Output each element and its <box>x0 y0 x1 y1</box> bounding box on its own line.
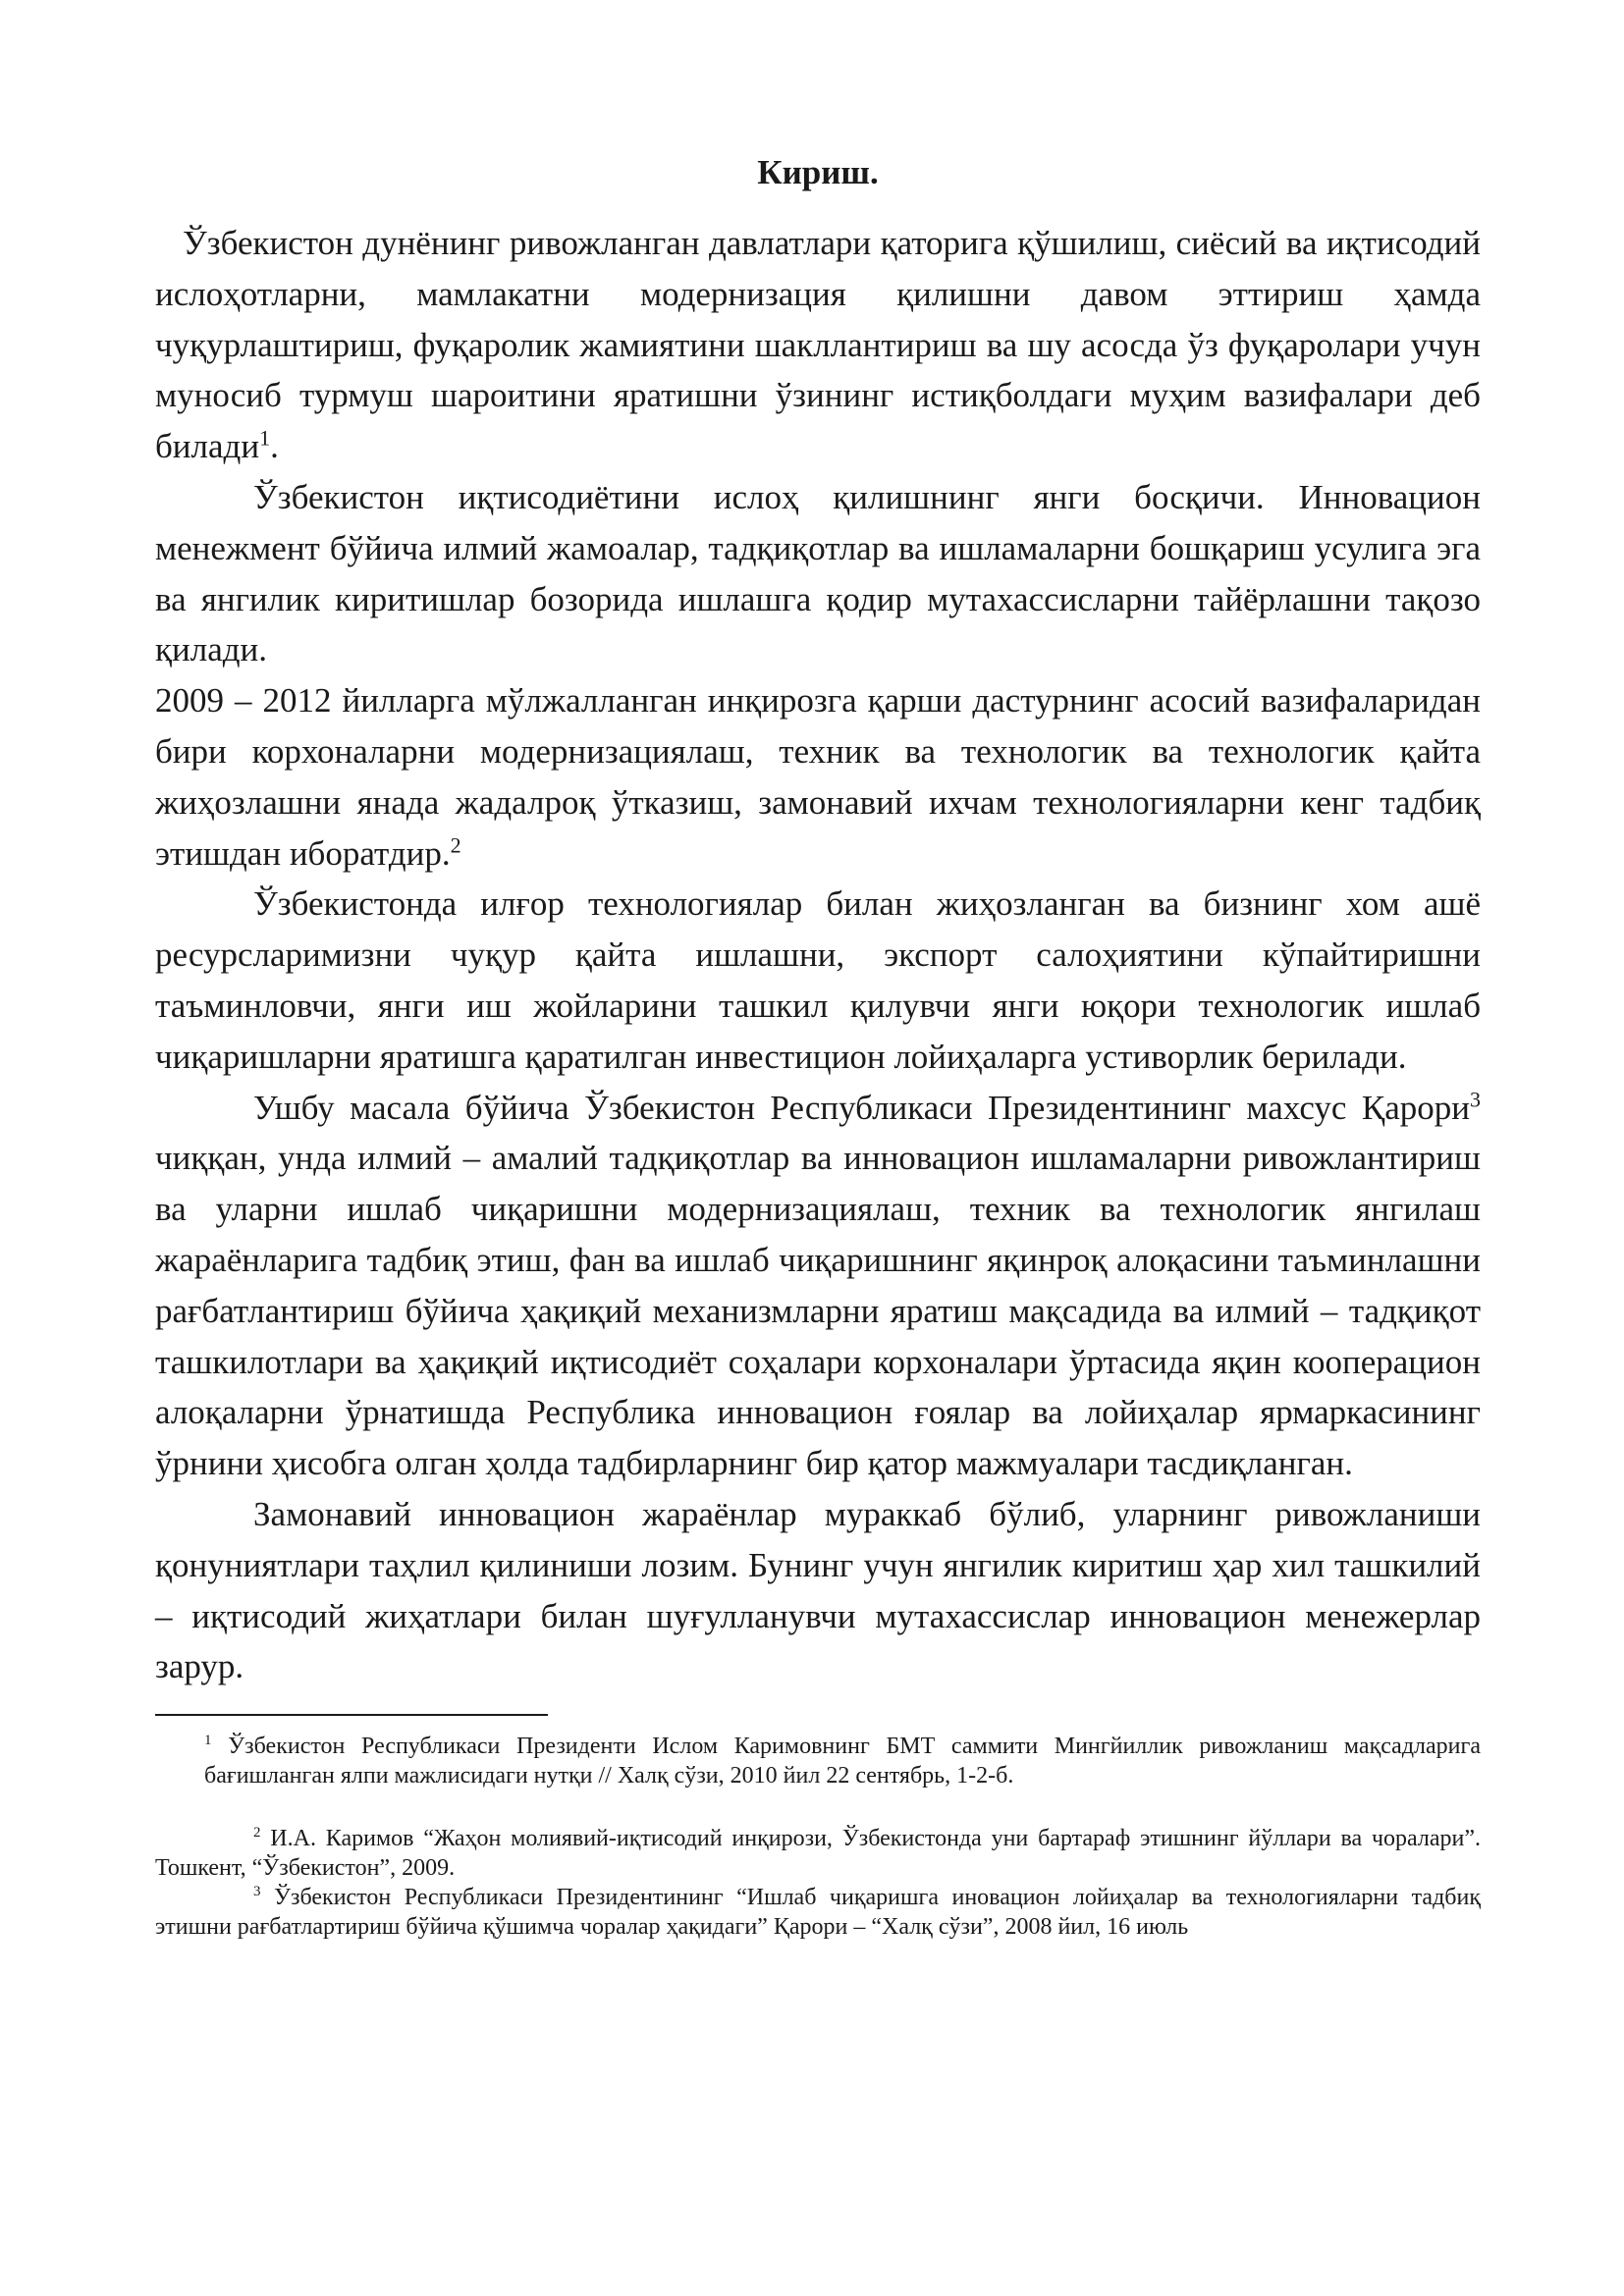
body-text <box>155 218 1481 1692</box>
paragraph-text: Замонавий инновацион жараёнлар мураккаб бўлиб, уларнинг ривожланиши қонуниятлари таҳлил қилиниши лозим. Бунинг учун янгилик киритиш ҳар хил ташкилий – иқтисодий жиҳатлари билан шуғулланувчи мутахассислар инновацион менежерлар зарур. <box>155 1494 1481 1686</box>
footnotes <box>155 1732 1481 1942</box>
document-page <box>155 147 1481 1942</box>
footnote-ref-3[interactable]: 3 <box>1470 1086 1481 1111</box>
paragraph-3 <box>155 675 1481 879</box>
footnote-1 <box>155 1732 1481 1790</box>
footnote-text: Ўзбекистон Республикаси Президенти Ислом Каримовнинг БМТ саммити Мингйиллик ривожланиш мақсадларига бағишланган ялпи мажлисидаги нутқи // Халқ сўзи, 2010 йил 22 сентябрь, 1-2-б. <box>204 1734 1481 1789</box>
footnote-text: И.А. Каримов “Жаҳон молиявий-иқтисодий инқирози, Ўзбекистонда уни бартараф этишнинг йўллари ва чоралари”. Тошкент, “Ўзбекистон”, 2009. <box>155 1826 1481 1882</box>
footnote-divider <box>155 1714 548 1716</box>
paragraph-6 <box>155 1489 1481 1692</box>
paragraph-2 <box>155 472 1481 675</box>
paragraph-text: Ўзбекистон иқтисодиётини ислоҳ қилишнинг янги босқичи. Инновацион менежмент бўйича илмий жамоалар, тадқиқотлар ва ишламаларни бошқариш усулига эга ва янгилик киритишлар бозорида ишлашга қодир мутахассисларни тайёрлашни тақозо қилади. <box>155 477 1481 669</box>
footnote-number: 2 <box>253 1825 261 1842</box>
footnote-2 <box>155 1824 1481 1883</box>
paragraph-5 <box>155 1083 1481 1489</box>
footnote-number: 1 <box>204 1733 212 1749</box>
footnote-ref-1[interactable]: 1 <box>259 425 271 451</box>
paragraph-text: Ўзбекистонда илғор технологиялар билан жиҳозланган ва бизнинг хом ашё ресурсларимизни чуқур қайта ишлашни, экспорт салоҳиятини кўпайтиришни таъминловчи, янги иш жойларини ташкил қилувчи янги юқори технологик ишлаб чиқаришларни яратишга қаратилган инвестицион лойиҳаларга устиворлик берилади. <box>155 884 1481 1076</box>
paragraph-4 <box>155 879 1481 1082</box>
footnote-ref-2[interactable]: 2 <box>450 831 461 857</box>
footnote-text: Ўзбекистон Республикаси Президентининг “Ишлаб чиқаришга иновацион лойиҳалар ва технологияларни тадбиқ этишни рағбатлартириш бўйича қўшимча чоралар ҳақидаги” Қарори – “Халқ сўзи”, 2008 йил, 16 июль <box>155 1885 1481 1941</box>
paragraph-tail: . <box>270 427 279 466</box>
paragraph-text: чиққан, унда илмий – амалий тадқиқотлар ва инновацион ишламаларни ривожлантириш ва уларни ишлаб чиқаришни модернизациялаш, техник ва технологик янгилаш жараёнларига тадбиқ этиш, фан ва ишлаб чиқаришнинг яқинроқ алоқасини таъминлашни рағбатлантириш бўйича ҳақиқий механизмларни яратиш мақсадида ва илмий – тадқиқот ташкилотлари ва ҳақиқий иқтисодиёт соҳалари корхоналари ўртасида яқин кооперацион алоқаларни ўрнатишда Республика инновацион ғоялар ва лойиҳалар ярмаркасининг ўрнини ҳисобга олган ҳолда тадбирларнинг бир қатор мажмуалари тасдиқланган. <box>155 1139 1481 1483</box>
footnote-3 <box>155 1883 1481 1942</box>
paragraph-text: 2009 – 2012 йилларга мўлжалланган инқирозга қарши дастурнинг асосий вазифаларидан бири корхоналарни модернизациялаш, техник ва технологик ва технологик қайта жиҳозлашни янада жадалроқ ўтказиш, замонавий ихчам технологияларни кенг тадбиқ этишдан иборатдир. <box>155 681 1481 873</box>
footnote-number: 3 <box>253 1884 261 1900</box>
page-title: Кириш. <box>757 153 879 191</box>
paragraph-1 <box>155 218 1481 472</box>
paragraph-text-before: Ушбу масала бўйича Ўзбекистон Республикаси Президентининг махсус Қарори <box>253 1088 1470 1127</box>
paragraph-text: Ўзбекистон дунёнинг ривожланган давлатлари қаторига қўшилиш, сиёсий ва иқтисодий ислоҳотларни, мамлакатни модернизация қилишни давом эттириш ҳамда чуқурлаштириш, фуқаролик жамиятини шакллантириш ва шу асосда ўз фуқаролари учун муносиб турмуш шароитини яратишни ўзининг истиқболдаги муҳим вазифалари деб билади <box>155 224 1481 466</box>
